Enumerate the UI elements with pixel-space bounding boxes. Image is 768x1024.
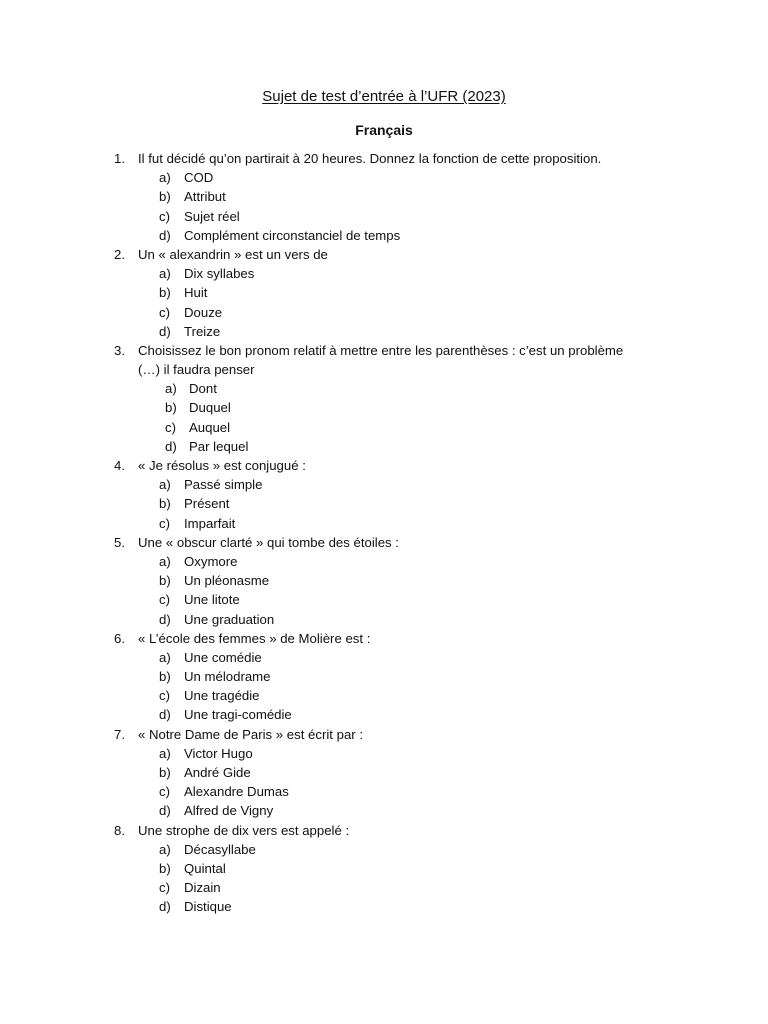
answer-option: [0, 437, 768, 456]
question-item: [0, 821, 768, 917]
option-letter: b): [159, 496, 171, 512]
question-line: [0, 341, 768, 360]
question-item: [0, 149, 768, 245]
option-text: Une tragi-comédie: [184, 707, 292, 723]
answer-option: [0, 379, 768, 398]
option-letter: b): [159, 669, 171, 685]
question-item: [0, 533, 768, 629]
question-text: Une strophe de dix vers est appelé :: [138, 822, 350, 838]
option-text: Auquel: [189, 419, 231, 435]
question-number: 5.: [114, 534, 125, 550]
option-text: Par lequel: [189, 438, 249, 454]
option-letter: d): [159, 803, 171, 819]
question-text: Choisissez le bon pronom relatif à mettre entre les parenthèses : c’est un problème: [138, 342, 624, 358]
answer-option: [0, 840, 768, 859]
option-letter: c): [165, 419, 176, 435]
option-text: Dont: [189, 381, 217, 397]
option-letter: b): [159, 189, 171, 205]
option-text: Une graduation: [184, 611, 275, 627]
answer-option: [0, 322, 768, 341]
question-line: [0, 149, 768, 168]
option-text: Complément circonstanciel de temps: [184, 227, 401, 243]
answer-option: [0, 610, 768, 629]
question-text: « Je résolus » est conjugué :: [138, 458, 306, 473]
question-number: 6.: [114, 630, 125, 646]
option-text: Imparfait: [184, 515, 236, 531]
option-letter: a): [159, 841, 171, 857]
option-text: Une litote: [184, 592, 240, 608]
option-text: Décasyllabe: [184, 841, 256, 857]
question-line: [0, 533, 768, 552]
option-letter: c): [159, 592, 170, 608]
answer-option: [0, 590, 768, 609]
option-text: Quintal: [184, 860, 226, 876]
option-letter: a): [165, 381, 177, 397]
option-text: Attribut: [184, 189, 226, 205]
question-text: « Notre Dame de Paris » est écrit par :: [138, 726, 364, 742]
question-line: [0, 360, 768, 379]
subject-heading: Français: [355, 122, 413, 138]
question-item: [0, 725, 768, 821]
option-text: COD: [184, 170, 214, 186]
question-line: [0, 456, 768, 475]
option-letter: a): [159, 170, 171, 186]
answer-option: [0, 283, 768, 302]
answer-option: [0, 859, 768, 878]
option-letter: c): [159, 515, 170, 531]
option-letter: d): [165, 438, 177, 454]
question-number: 3.: [114, 342, 125, 358]
option-letter: b): [159, 860, 171, 876]
answer-option: [0, 686, 768, 705]
option-letter: c): [159, 208, 170, 224]
option-letter: c): [159, 304, 170, 320]
answer-option: [0, 264, 768, 283]
option-letter: d): [159, 227, 171, 243]
option-letter: d): [159, 611, 171, 627]
option-letter: a): [159, 266, 171, 282]
answer-option: [0, 878, 768, 897]
answer-option: [0, 667, 768, 686]
answer-option: [0, 398, 768, 417]
answer-option: [0, 514, 768, 533]
option-letter: b): [159, 765, 171, 780]
option-text: Présent: [184, 496, 230, 512]
answer-option: [0, 705, 768, 724]
question-line: [0, 629, 768, 648]
question-text: (…) il faudra penser: [138, 362, 255, 378]
option-text: Sujet réel: [184, 208, 240, 224]
question-number: 1.: [114, 151, 125, 166]
option-text: Douze: [184, 304, 223, 320]
question-number: 7.: [114, 726, 125, 742]
question-number: 2.: [114, 246, 125, 262]
option-text: Dix syllabes: [184, 266, 255, 282]
option-text: Passé simple: [184, 477, 263, 493]
question-number: 8.: [114, 822, 125, 838]
answer-option: [0, 763, 768, 782]
option-text: Alfred de Vigny: [184, 803, 274, 819]
answer-option: [0, 494, 768, 513]
answer-option: [0, 226, 768, 245]
option-letter: a): [159, 649, 171, 665]
question-line: [0, 245, 768, 264]
answer-option: [0, 475, 768, 494]
option-text: Une tragédie: [184, 688, 260, 704]
option-text: Oxymore: [184, 553, 238, 569]
option-text: Treize: [184, 323, 221, 339]
answer-option: [0, 897, 768, 916]
document-title: Sujet de test d’entrée à l’UFR (2023): [262, 88, 506, 105]
option-text: Duquel: [189, 400, 231, 416]
option-letter: b): [159, 285, 171, 301]
option-letter: b): [165, 400, 177, 416]
option-letter: a): [159, 477, 171, 493]
answer-option: [0, 744, 768, 763]
answer-option: [0, 418, 768, 437]
answer-option: [0, 168, 768, 187]
answer-option: [0, 552, 768, 571]
question-item: [0, 629, 768, 725]
option-text: Alexandre Dumas: [184, 784, 289, 800]
option-text: Une comédie: [184, 649, 262, 665]
answer-option: [0, 782, 768, 801]
question-item: [0, 245, 768, 341]
answer-option: [0, 648, 768, 667]
option-letter: a): [159, 745, 171, 761]
option-text: Un pléonasme: [184, 573, 270, 589]
option-text: André Gide: [184, 765, 251, 780]
answer-option: [0, 571, 768, 590]
question-number: 4.: [114, 458, 125, 473]
question-item: [0, 456, 768, 533]
option-letter: a): [159, 553, 171, 569]
option-text: Huit: [184, 285, 208, 301]
option-letter: c): [159, 880, 170, 896]
option-letter: d): [159, 899, 171, 915]
answer-option: [0, 187, 768, 206]
question-text: Une « obscur clarté » qui tombe des étoiles :: [138, 534, 399, 550]
option-text: Dizain: [184, 880, 221, 896]
option-letter: c): [159, 784, 170, 800]
question-line: [0, 725, 768, 744]
option-letter: d): [159, 323, 171, 339]
option-letter: b): [159, 573, 171, 589]
question-list: [0, 149, 768, 917]
question-text: « L’école des femmes » de Molière est :: [138, 630, 371, 646]
question-line: [0, 821, 768, 840]
answer-option: [0, 801, 768, 820]
question-text: Il fut décidé qu’on partirait à 20 heures. Donnez la fonction de cette proposition.: [138, 151, 602, 166]
question-item: [0, 341, 768, 456]
answer-option: [0, 207, 768, 226]
option-text: Distique: [184, 899, 232, 915]
option-letter: c): [159, 688, 170, 704]
option-text: Un mélodrame: [184, 669, 271, 685]
answer-option: [0, 303, 768, 322]
option-text: Victor Hugo: [184, 745, 253, 761]
option-letter: d): [159, 707, 171, 723]
question-text: Un « alexandrin » est un vers de: [138, 246, 328, 262]
